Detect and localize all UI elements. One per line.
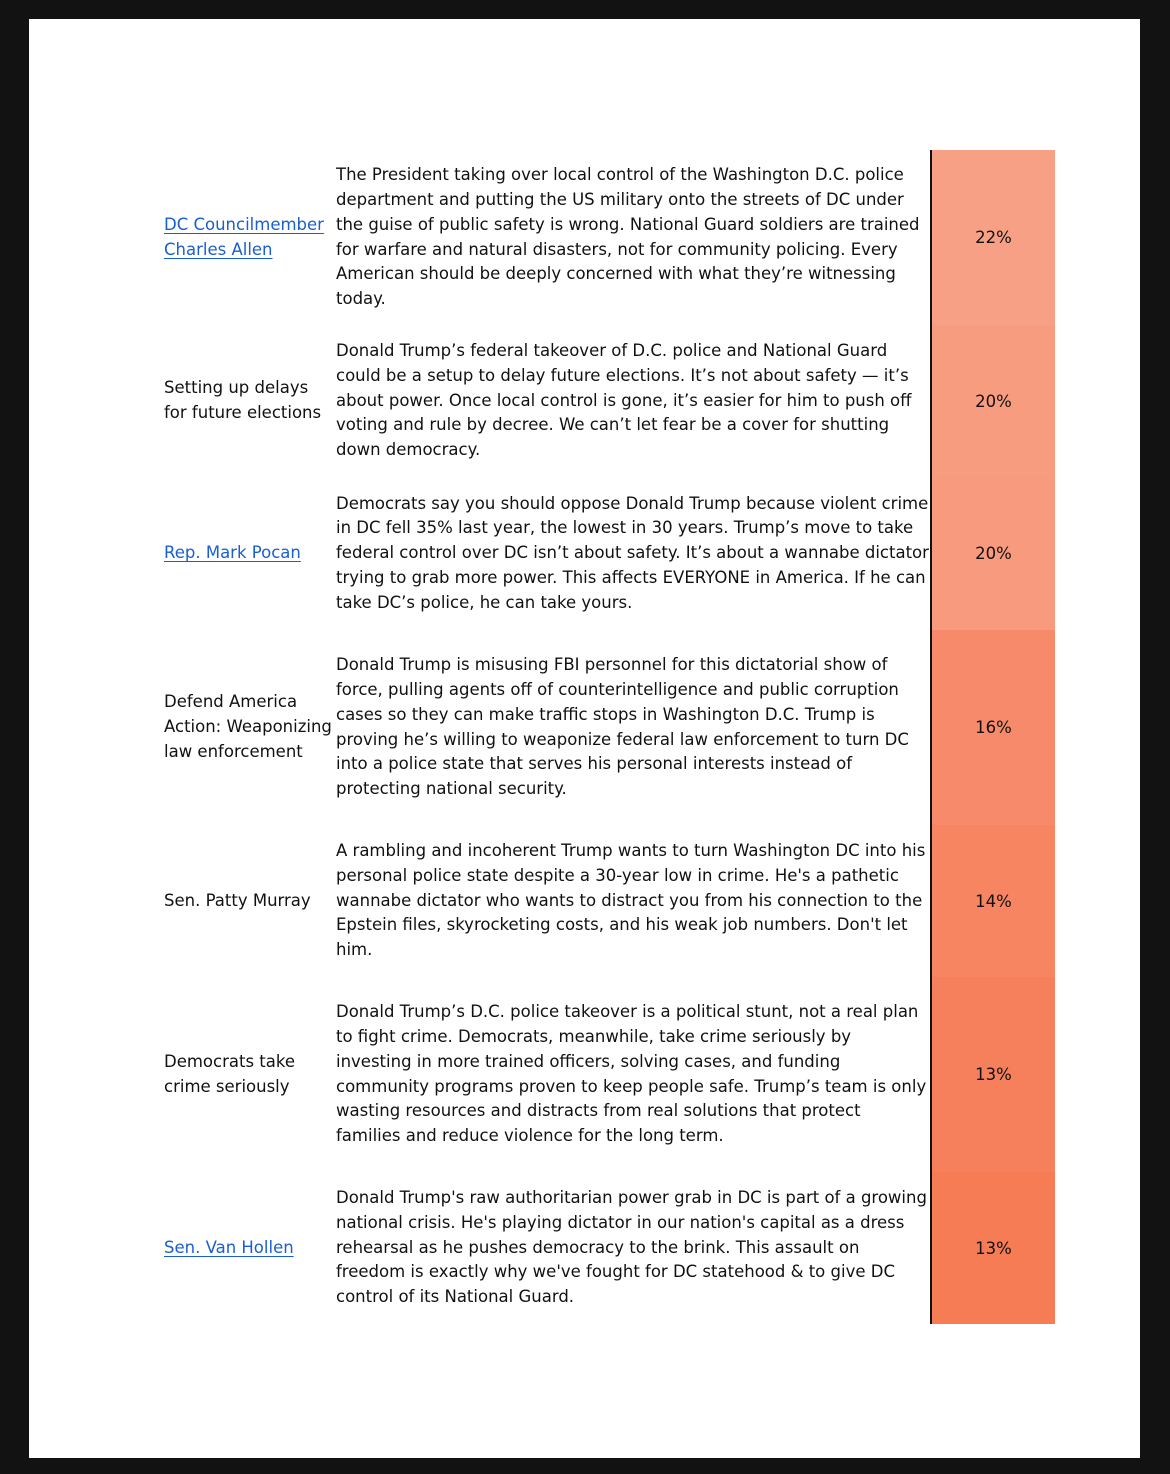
row-message: A rambling and incoherent Trump wants to turn Washington DC into his personal police state despite a 30-year low in crime. He's a pathetic wannabe dictator who wants to distract you from his connection to the Epstein files, skyrocketing costs, and his weak job numbers. Don't let him. — [336, 841, 926, 960]
row-percent: 13% — [932, 1172, 1055, 1324]
table-row — [29, 1172, 1140, 1324]
row-source — [164, 325, 334, 477]
row-source — [164, 630, 334, 825]
percent-column-border — [930, 150, 932, 1324]
row-source — [164, 477, 334, 630]
table-row — [29, 325, 1140, 477]
source-label: Democrats take crime seriously — [164, 1051, 296, 1096]
source-link[interactable]: Rep. Mark Pocan — [164, 543, 301, 563]
row-message: Donald Trump’s federal takeover of D.C. police and National Guard could be a setup to delay future elections. It’s not about safety — it’s about power. Once local control is gone, it’s easier for him to push off voting and rule by decree. We can’t let fear be a cover for shutting down democracy. — [336, 341, 912, 460]
row-source — [164, 1172, 334, 1324]
source-label: Defend America Action: Weaponizing law enforcement — [164, 692, 332, 761]
row-message: The President taking over local control of the Washington D.C. police department and putting the US military onto the streets of DC under the guise of public safety is wrong. National Guard soldiers are trained for warfare and natural disasters, not for community policing. Every American should be deeply concerned with what they’re witnessing today. — [336, 165, 920, 309]
row-percent: 16% — [932, 630, 1055, 825]
row-message: Donald Trump’s D.C. police takeover is a political stunt, not a real plan to fight crime. Democrats, meanwhile, take crime seriously by investing in more trained officers, solving cases, and funding community programs proven to keep people safe. Trump’s team is only wasting resources and distracts from real solutions that protect families and reduce violence for the long term. — [336, 1002, 927, 1146]
table-row — [29, 630, 1140, 825]
row-message: Democrats say you should oppose Donald Trump because violent crime in DC fell 35% last year, the lowest in 30 years. Trump’s move to take federal control over DC isn’t about safety. It’s about a wannabe dictator trying to grab more power. This affects EVERYONE in America. If he can take DC’s police, he can take yours. — [336, 493, 929, 612]
table-row — [29, 150, 1140, 325]
row-percent: 14% — [932, 825, 1055, 977]
table-row — [29, 977, 1140, 1172]
row-message: Donald Trump is misusing FBI personnel for this dictatorial show of force, pulling agents off of counterintelligence and public corruption cases so they can make traffic stops in Washington D.C. Trump is proving he’s willing to weaponize federal law enforcement to turn DC into a police state that serves his personal interests instead of protecting national security. — [336, 655, 909, 799]
source-link[interactable]: DC Councilmember Charles Allen — [164, 214, 324, 259]
source-link[interactable]: Sen. Van Hollen — [164, 1237, 294, 1257]
row-percent: 13% — [932, 977, 1055, 1172]
row-percent: 20% — [932, 477, 1055, 630]
document-page — [29, 19, 1140, 1458]
row-source — [164, 150, 334, 325]
source-label: Sen. Patty Murray — [164, 890, 311, 910]
row-percent: 20% — [932, 325, 1055, 477]
row-message: Donald Trump's raw authoritarian power grab in DC is part of a growing national crisis. He's playing dictator in our nation's capital as a dress rehearsal as he pushes democracy to the brink. This assault on freedom is exactly why we've fought for DC statehood & to give DC control of its National Guard. — [336, 1188, 927, 1307]
source-label: Setting up delays for future elections — [164, 378, 322, 422]
table-row — [29, 477, 1140, 630]
row-source — [164, 977, 334, 1172]
row-percent: 22% — [932, 150, 1055, 325]
row-source — [164, 825, 334, 977]
table-row — [29, 825, 1140, 977]
